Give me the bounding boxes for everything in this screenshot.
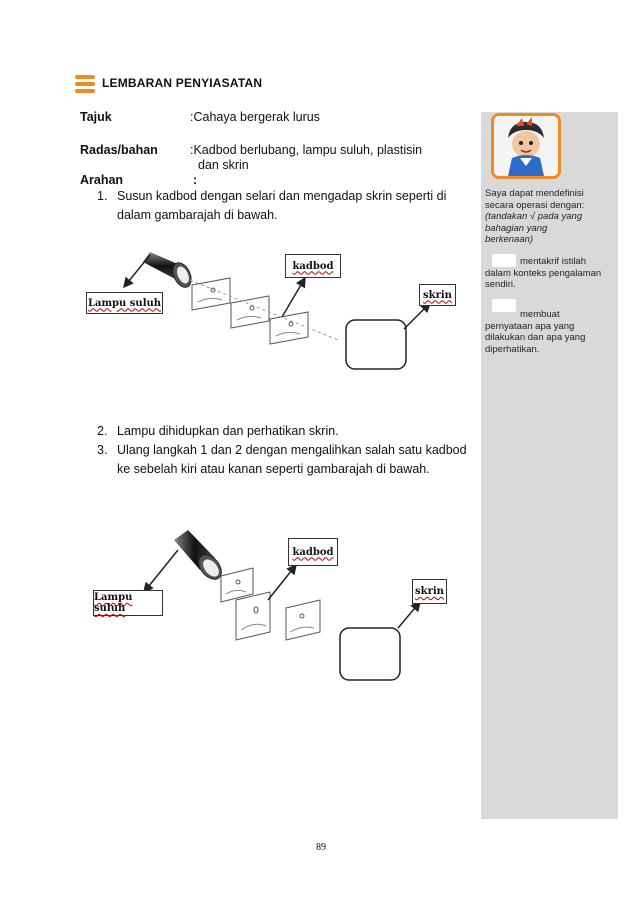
torch-icon xyxy=(174,530,226,584)
label-lampu-suluh: Lampu suluh xyxy=(93,590,163,616)
tajuk-value: :Cahaya bergerak lurus xyxy=(190,110,320,124)
cardboard-3 xyxy=(286,600,320,640)
step-text: Susun kadbod dengan selari dan mengadap skrin seperti di dalam gambarajah di bawah. xyxy=(117,189,447,222)
sidebar-intro: Saya dapat mendefinisi secara operasi dengan: xyxy=(485,188,585,211)
screen-2 xyxy=(340,628,400,680)
cardboard-2 xyxy=(236,592,270,640)
arahan-colon: : xyxy=(193,173,198,187)
step-text: Lampu dihidupkan dan perhatikan skrin. xyxy=(117,424,339,438)
radas-value-line1: :Kadbod berlubang, lampu suluh, plastisin xyxy=(190,143,423,157)
step-number: 2. xyxy=(97,424,108,438)
arahan-label: Arahan xyxy=(80,173,124,187)
step-number: 1. xyxy=(97,189,108,203)
step-text: Ulang langkah 1 dan 2 dengan mengalihkan salah satu kadbod ke sebelah kiri atau kanan seperti gambarajah di bawah. xyxy=(117,443,467,476)
label-skrin: skrin xyxy=(419,284,456,306)
tajuk-label: Tajuk xyxy=(80,110,112,124)
page-number: 89 xyxy=(316,842,326,853)
label-kadbod: kadbod xyxy=(288,538,338,566)
worksheet-title: LEMBARAN PENYIASATAN xyxy=(102,76,263,90)
label-lampu-suluh: Lampu suluh xyxy=(86,292,163,314)
label-skrin: skrin xyxy=(412,579,447,604)
sidebar-instruction: (tandakan √ pada yang bahagian yang berkenaan) xyxy=(485,211,583,245)
radas-value-line2: dan skrin xyxy=(198,158,249,172)
step-number: 3. xyxy=(97,443,108,457)
sidebar-option1: mentakrif istilah dalam konteks pengalaman sendiri. xyxy=(485,256,602,290)
label-kadbod: kadbod xyxy=(285,254,341,278)
sidebar-option2: membuat pernyataan apa yang dilakukan dan apa yang diperhatikan. xyxy=(485,309,586,355)
radas-label: Radas/bahan xyxy=(80,143,158,157)
